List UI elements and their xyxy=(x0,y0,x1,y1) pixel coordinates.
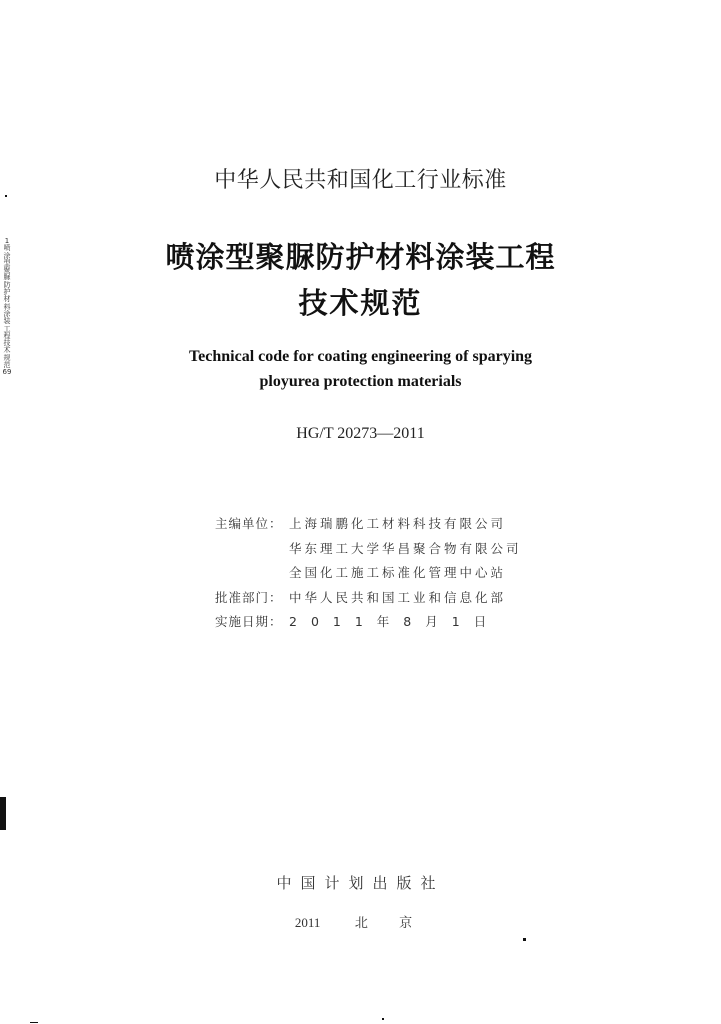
imprint-city: 北 京 xyxy=(354,915,427,930)
editor-name-2: 华东理工大学华昌聚合物有限公司 xyxy=(289,540,522,556)
title-line-2: 技术规范 xyxy=(298,286,423,320)
scan-speck xyxy=(382,1018,384,1020)
spine-text: 1 喷涂型聚脲防护材料涂装工程技术规范69 xyxy=(2,237,12,377)
scan-speck xyxy=(30,1022,38,1023)
editor-row-1 xyxy=(215,512,535,537)
scan-edge-mark xyxy=(0,797,6,830)
english-title-line-1: Technical code for coating engineering of sparying xyxy=(188,348,533,365)
editor-row-3 xyxy=(215,561,535,586)
editor-row-2 xyxy=(215,537,535,562)
effective-date-label: 实施日期： xyxy=(215,614,283,629)
standard-code: HG/T 20273—2011 xyxy=(296,425,425,442)
editor-name-3: 全国化工施工标准化管理中心站 xyxy=(289,565,507,580)
english-title-line-2: ployurea protection materials xyxy=(259,373,462,390)
approver-name: 中华人民共和国工业和信息化部 xyxy=(289,589,507,605)
standard-type-heading: 中华人民共和国化工行业标准 xyxy=(214,168,507,193)
effective-date-row xyxy=(215,610,535,635)
metadata-block xyxy=(215,512,535,635)
imprint-line xyxy=(0,912,721,931)
approver-label: 批准部门： xyxy=(215,589,283,605)
publisher-name: 中国计划出版社 xyxy=(276,874,445,892)
title-line-1: 喷涂型聚脲防护材料涂装工程 xyxy=(165,240,556,274)
editor-label: 主编单位： xyxy=(215,516,283,531)
approver-row xyxy=(215,586,535,611)
editor-name-1: 上海瑞鹏化工材料科技有限公司 xyxy=(289,516,507,531)
effective-date: 2011年8月1日 xyxy=(289,614,501,629)
imprint-year: 2011 xyxy=(294,915,321,930)
scan-speck xyxy=(523,938,526,941)
scan-speck xyxy=(5,195,7,197)
